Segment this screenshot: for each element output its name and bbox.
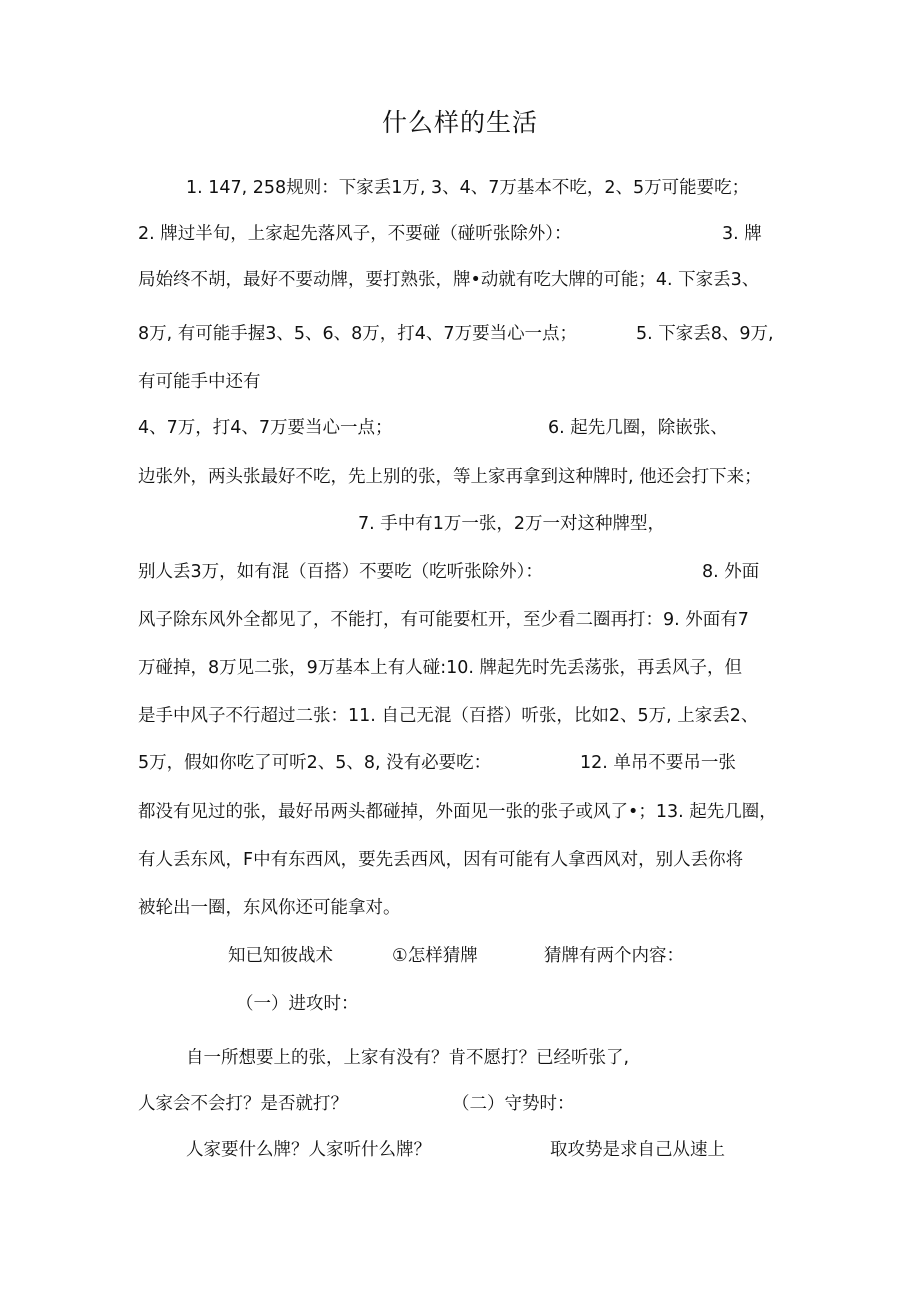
paragraph-line-10: 边张外，两头张最好不吃，先上别的张，等上家再拿到这种牌时, 他还会打下来； bbox=[138, 467, 762, 487]
paragraph-line-19: 都没有见过的张，最好吊两头都碰掉，外面见一张的张子或风了•；13. 起先几圈， bbox=[138, 802, 777, 822]
paragraph-defense-line-1: 人家要什么牌？人家听什么牌？ bbox=[186, 1140, 431, 1160]
paragraph-line-17: 5万，假如你吃了可听2、5、8, 没有必要吃： bbox=[138, 753, 492, 773]
paragraph-line-12: 别人丢3万，如有混（百搭）不要吃（吃听张除外）： bbox=[138, 562, 543, 582]
paragraph-line-2: 2. 牌过半旬，上家起先落风子，不要碰（碰听张除外）： bbox=[138, 224, 572, 244]
paragraph-line-15: 万碰掉，8万见二张，9万基本上有人碰:10. 牌起先时先丢荡张，再丢风子，但 bbox=[138, 658, 743, 678]
section-heading-guess: ①怎样猜牌 bbox=[392, 946, 478, 966]
paragraph-defense-line-2: 取攻势是求自己从速上 bbox=[550, 1140, 725, 1160]
paragraph-line-14: 风子除东风外全都见了，不能打，有可能要杠开，至少看二圈再打：9. 外面有7 bbox=[138, 610, 749, 630]
paragraph-line-3: 3. 牌 bbox=[722, 224, 762, 244]
section-heading-tactics: 知已知彼战术 bbox=[228, 946, 333, 966]
paragraph-line-7: 有可能手中还有 bbox=[138, 372, 261, 392]
paragraph-attack-line-1: 自一所想要上的张，上家有没有？肯不愿打？已经听张了, bbox=[186, 1048, 630, 1068]
paragraph-line-9: 6. 起先几圈，除嵌张、 bbox=[548, 418, 728, 438]
subheading-attack: （一）进攻时： bbox=[236, 994, 359, 1014]
paragraph-line-11: 7. 手中有1万一张，2万一对这种牌型， bbox=[358, 514, 666, 534]
paragraph-line-21: 被轮出一圈，东风你还可能拿对。 bbox=[138, 898, 401, 918]
subheading-defense: （二）守势时： bbox=[452, 1094, 575, 1114]
document-title: 什么样的生活 bbox=[381, 108, 538, 137]
paragraph-line-1: 1. 147, 258规则：下家丢1万, 3、4、7万基本不吃，2、5万可能要吃； bbox=[186, 178, 750, 198]
paragraph-line-6: 5. 下家丢8、9万, bbox=[636, 324, 774, 344]
paragraph-attack-line-2: 人家会不会打？是否就打？ bbox=[138, 1094, 348, 1114]
paragraph-line-4: 局始终不胡，最好不要动牌，要打熟张，牌•动就有吃大牌的可能；4. 下家丢3、 bbox=[138, 270, 760, 290]
paragraph-line-5: 8万, 有可能手握3、5、6、8万，打4、7万要当心一点； bbox=[138, 324, 578, 344]
section-heading-contents: 猜牌有两个内容： bbox=[544, 946, 684, 966]
paragraph-line-8: 4、7万，打4、7万要当心一点； bbox=[138, 418, 393, 438]
paragraph-line-18: 12. 单吊不要吊一张 bbox=[580, 753, 736, 773]
paragraph-line-16: 是手中风子不行超过二张：11. 自己无混（百搭）听张，比如2、5万, 上家丢2、 bbox=[138, 706, 759, 726]
paragraph-line-13: 8. 外面 bbox=[702, 562, 760, 582]
paragraph-line-20: 有人丢东风，F中有东西风，要先丢西风，因有可能有人拿西风对，别人丢你将 bbox=[138, 850, 744, 870]
